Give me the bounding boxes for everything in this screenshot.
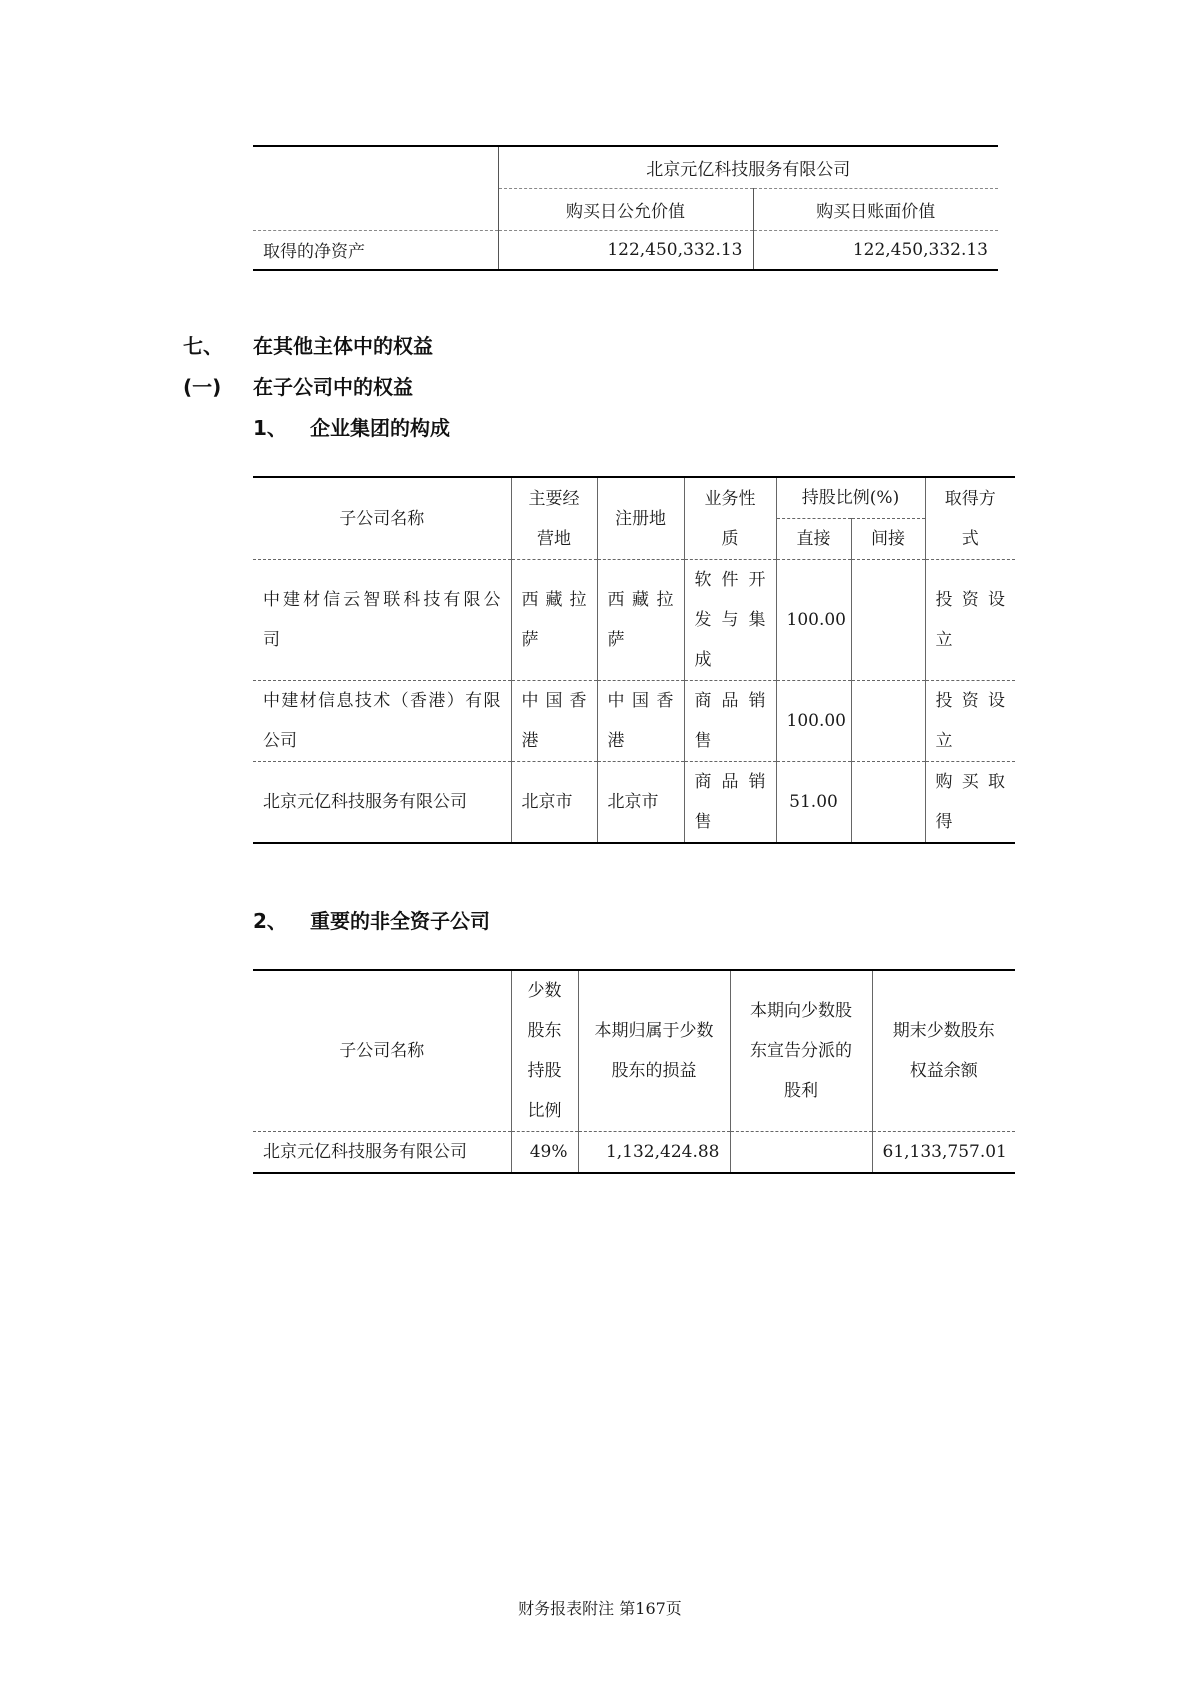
header-indirect: 间接	[851, 519, 925, 560]
table-row	[253, 560, 1015, 681]
book-value-cell: 122,450,332.13	[753, 230, 998, 270]
minority-balance: 61,133,757.01	[872, 1132, 1015, 1174]
header-direct: 直接	[776, 519, 851, 560]
header-dividend: 本期向少数股 东宣告分派的 股利	[730, 970, 872, 1132]
main-place: 中国香 港	[511, 681, 597, 762]
subsidiary-name: 中建材信云智联科技有限公 司	[253, 560, 511, 681]
company-header: 北京元亿科技服务有限公司	[498, 146, 998, 188]
direct-ratio: 51.00	[776, 762, 851, 844]
reg-place: 西藏拉 萨	[597, 560, 684, 681]
header-subsidiary-name: 子公司名称	[253, 477, 511, 560]
acquire-method: 投资设 立	[925, 560, 1015, 681]
header-acquire: 取得方 式	[925, 477, 1015, 560]
header-main-place: 主要经 营地	[511, 477, 597, 560]
business-nature: 商品销 售	[684, 762, 776, 844]
indirect-ratio	[851, 560, 925, 681]
reg-place: 中国香 港	[597, 681, 684, 762]
header-reg-place: 注册地	[597, 477, 684, 560]
main-place: 北京市	[511, 762, 597, 844]
group-structure-table	[253, 476, 1015, 844]
subsidiary-name: 北京元亿科技服务有限公司	[253, 762, 511, 844]
item-title: 企业集团的构成	[310, 416, 450, 440]
subsidiary-name: 中建材信息技术（香港）有限 公司	[253, 681, 511, 762]
acquisition-net-assets-table	[253, 145, 998, 271]
page-footer: 财务报表附注 第167页	[518, 1599, 682, 1618]
header-share-ratio: 持股比例(%)	[776, 477, 925, 519]
dividend	[730, 1132, 872, 1174]
direct-ratio: 100.00	[776, 681, 851, 762]
item-number: 1、	[253, 416, 287, 440]
acquire-method: 购买取 得	[925, 762, 1015, 844]
header-minority-profit: 本期归属于少数 股东的损益	[578, 970, 730, 1132]
item-title: 重要的非全资子公司	[310, 909, 490, 933]
header-subsidiary-name: 子公司名称	[253, 970, 511, 1132]
main-place: 西藏拉 萨	[511, 560, 597, 681]
table-row	[253, 1132, 1015, 1174]
non-wholly-owned-subsidiary-table	[253, 969, 1015, 1174]
table-row	[253, 681, 1015, 762]
indirect-ratio	[851, 762, 925, 844]
direct-ratio: 100.00	[776, 560, 851, 681]
subsidiary-name: 北京元亿科技服务有限公司	[253, 1132, 511, 1174]
net-assets-label: 取得的净资产	[263, 242, 365, 263]
business-nature: 商品销 售	[684, 681, 776, 762]
header-minority-ratio: 少数 股东 持股 比例	[511, 970, 578, 1132]
acquire-method: 投资设 立	[925, 681, 1015, 762]
minority-ratio: 49%	[511, 1132, 578, 1174]
indirect-ratio	[851, 681, 925, 762]
item-number: 2、	[253, 909, 287, 933]
header-minority-balance: 期末少数股东 权益余额	[872, 970, 1015, 1132]
book-value-header: 购买日账面价值	[753, 188, 998, 230]
reg-place: 北京市	[597, 762, 684, 844]
subsection-title: 在子公司中的权益	[253, 375, 413, 399]
fair-value-cell: 122,450,332.13	[498, 230, 753, 270]
minority-profit: 1,132,424.88	[578, 1132, 730, 1174]
table-row	[253, 762, 1015, 844]
section-title: 在其他主体中的权益	[253, 334, 433, 358]
fair-value-header: 购买日公允价值	[498, 188, 753, 230]
header-nature: 业务性 质	[684, 477, 776, 560]
section-number: 七、	[183, 334, 223, 358]
business-nature: 软件开 发与集 成	[684, 560, 776, 681]
subsection-number: (一)	[183, 375, 222, 399]
